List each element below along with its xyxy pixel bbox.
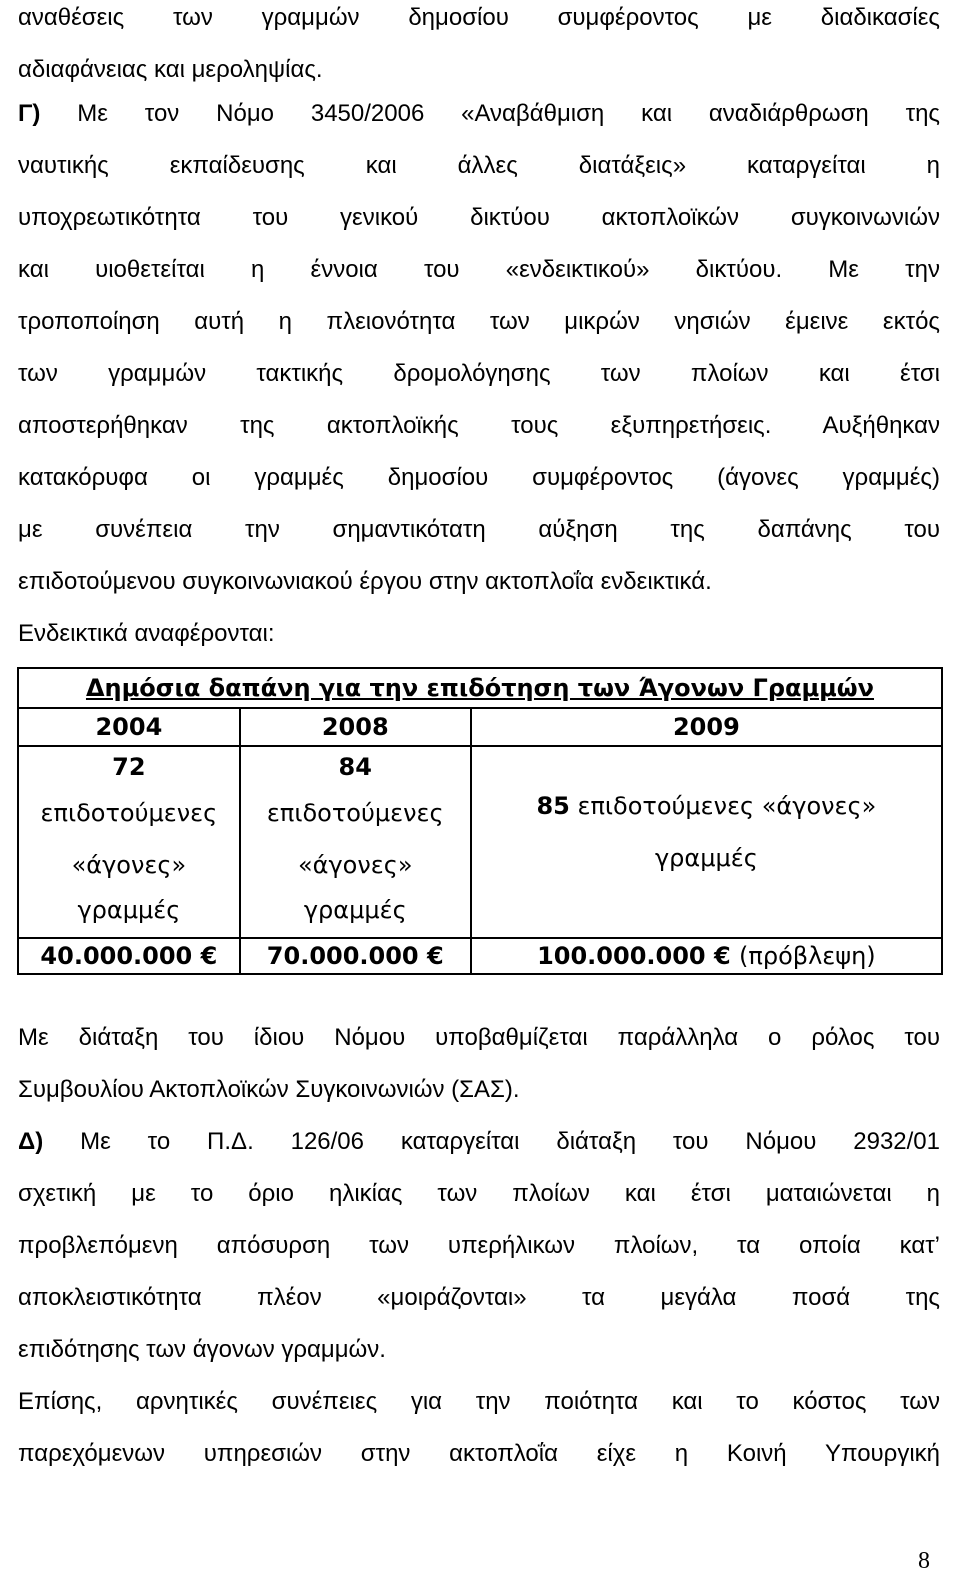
- amount-cell-2008: [240, 938, 471, 974]
- text-line: αποκλειστικότητα πλέον «μοιράζονται» τα μεγάλα ποσά της: [18, 1284, 940, 1311]
- text-line: Με το Π.Δ. 126/06 καταργείται διάταξη του Νόμου 2932/01: [43, 1128, 940, 1155]
- text-line: Επίσης, αρνητικές συνέπειες για την ποιότητα και το κόστος των: [18, 1388, 940, 1415]
- text-line: υποχρεωτικότητα του γενικού δικτύου ακτοπλοϊκών συγκοινωνιών: [18, 204, 940, 231]
- line-desc: γραμμές: [654, 844, 758, 872]
- text-line: ναυτικής εκπαίδευσης και άλλες διατάξεις» καταργείται η: [18, 152, 940, 179]
- year-header: 2009: [471, 708, 942, 746]
- paragraph-intro: [18, 0, 940, 96]
- table-title: Δημόσια δαπάνη για την επιδότηση των Άγονων Γραμμών: [18, 668, 942, 708]
- euro-icon: €: [713, 942, 731, 970]
- line-desc: γραμμές: [303, 896, 407, 924]
- lines-cell-2004: [18, 746, 240, 938]
- line-desc: επιδοτούμενες «άγονες»: [577, 792, 877, 820]
- text-line: Με διάταξη του ίδιου Νόμου υποβαθμίζεται παράλληλα ο ρόλος του: [18, 1024, 940, 1051]
- text-line: Με τον Νόμο 3450/2006 «Αναβάθμιση και αναδιάρθρωση της: [40, 100, 940, 127]
- text-line: με συνέπεια την σημαντικότατη αύξηση της δαπάνης του: [18, 516, 940, 543]
- text-line: προβλεπόμενη απόσυρση των υπερήλικων πλοίων, τα οποία κατ’: [18, 1232, 940, 1259]
- lines-cell-2009: [471, 746, 942, 938]
- line-count: 84: [338, 753, 372, 781]
- amount-value: 100.000.000: [537, 942, 706, 970]
- text-line: και υιοθετείται η έννοια του «ενδεικτικού» δικτύου. Με την: [18, 256, 940, 283]
- text-line: επιδοτούμενου συγκοινωνιακού έργου στην ακτοπλοΐα ενδεικτικά.: [18, 568, 712, 595]
- paragraph-sas: [18, 1012, 940, 1116]
- text-line: αποστερήθηκαν της ακτοπλοϊκής τους εξυπηρετήσεις. Αυξήθηκαν: [18, 412, 940, 439]
- text-line: των γραμμών τακτικής δρομολόγησης των πλοίων και έτσι: [18, 360, 940, 387]
- paragraph-also: [18, 1376, 940, 1480]
- forecast-note: (πρόβλεψη): [739, 942, 876, 970]
- paragraph-d: [18, 1116, 940, 1376]
- euro-icon: €: [200, 942, 218, 970]
- line-count: 85: [536, 792, 570, 820]
- text-line: κατακόρυφα οι γραμμές δημοσίου συμφέροντος (άγονες γραμμές): [18, 464, 940, 491]
- subsidy-table: [17, 667, 943, 975]
- text-line: Ενδεικτικά αναφέρονται:: [18, 620, 275, 647]
- amount-cell-2004: [18, 938, 240, 974]
- text-line: παρεχόμενων υπηρεσιών στην ακτοπλοΐα είχε η Κοινή Υπουργική: [18, 1440, 940, 1467]
- line-count: 72: [112, 753, 146, 781]
- amount-value: 40.000.000: [40, 942, 193, 970]
- text-line: αναθέσεις των γραμμών δημοσίου συμφέροντος με διαδικασίες: [18, 4, 940, 31]
- page-number: 8: [918, 1548, 930, 1574]
- year-header: 2008: [240, 708, 471, 746]
- line-desc: γραμμές: [77, 896, 181, 924]
- text-line: σχετική με το όριο ηλικίας των πλοίων και έτσι ματαιώνεται η: [18, 1180, 940, 1207]
- text-line: αδιαφάνειας και μεροληψίας.: [18, 56, 323, 83]
- line-desc: επιδοτούμενες: [266, 799, 444, 827]
- amount-cell-2009: [471, 938, 942, 974]
- line-desc: «άγονες»: [71, 851, 187, 879]
- text-line: Συμβουλίου Ακτοπλοϊκών Συγκοινωνιών (ΣΑΣ).: [18, 1076, 520, 1103]
- paragraph-g: [18, 88, 940, 660]
- line-desc: επιδοτούμενες: [40, 799, 218, 827]
- lines-cell-2008: [240, 746, 471, 938]
- line-desc: «άγονες»: [297, 851, 413, 879]
- year-header: 2004: [18, 708, 240, 746]
- text-line: τροποποίηση αυτή η πλειονότητα των μικρών νησιών έμεινε εκτός: [18, 308, 940, 335]
- section-label-d: Δ): [18, 1128, 44, 1155]
- amount-value: 70.000.000: [266, 942, 419, 970]
- section-label-g: Γ): [18, 100, 41, 127]
- euro-icon: €: [426, 942, 444, 970]
- text-line: επιδότησης των άγονων γραμμών.: [18, 1336, 386, 1363]
